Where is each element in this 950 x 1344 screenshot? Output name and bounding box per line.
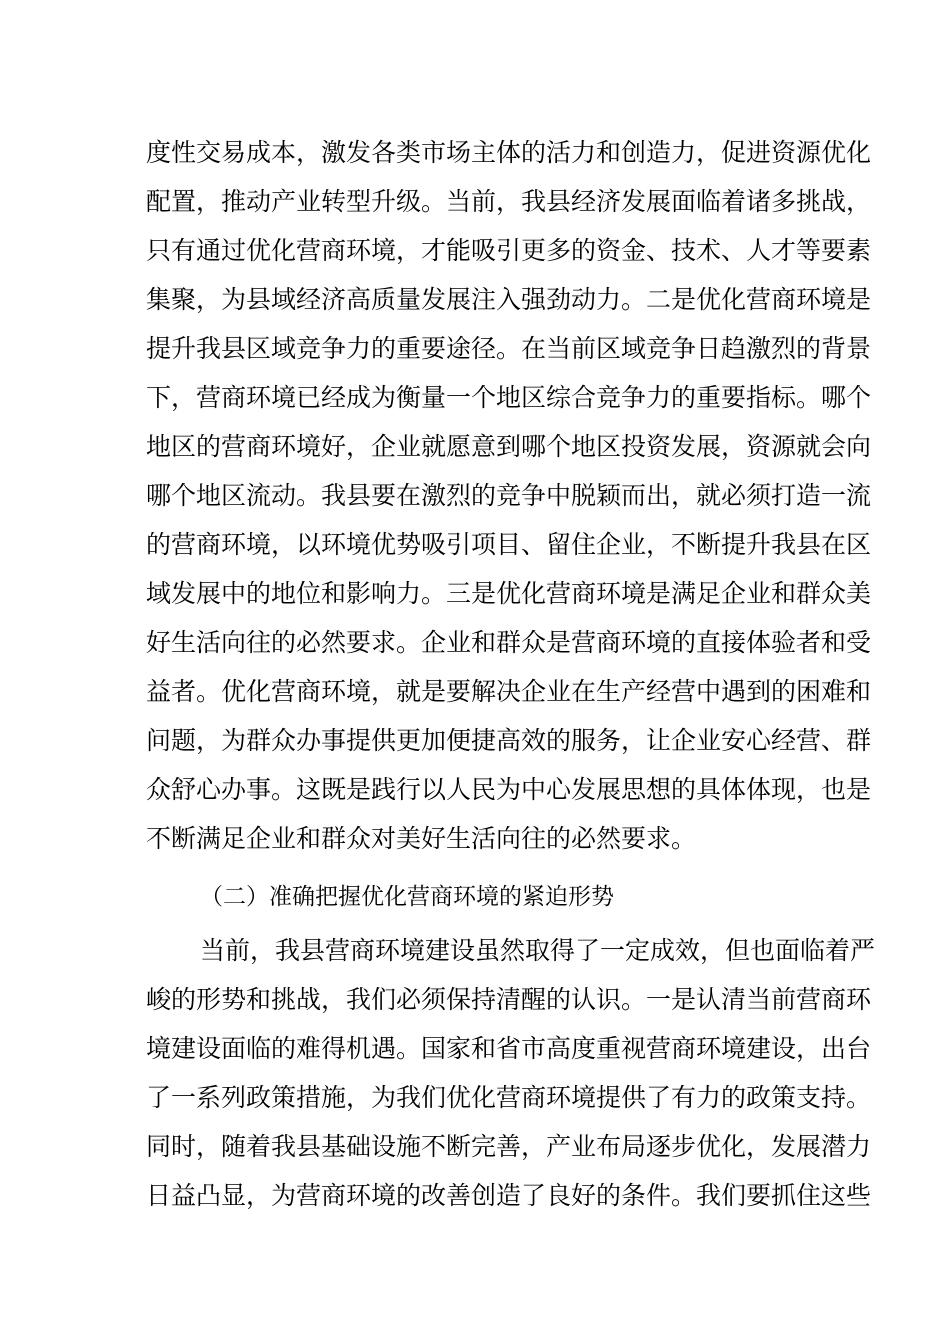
paragraph-line: 度性交易成本，激发各类市场主体的活力和创造力，促进资源优化 <box>146 138 872 167</box>
paragraph-line: 只有通过优化营商环境，才能吸引更多的资金、技术、人才等要素 <box>146 236 872 265</box>
paragraph-line: 下，营商环境已经成为衡量一个地区综合竞争力的重要指标。哪个 <box>146 383 872 412</box>
paragraph-line: 域发展中的地位和影响力。三是优化营商环境是满足企业和群众美 <box>146 579 872 608</box>
paragraph-line: 了一系列政策措施，为我们优化营商环境提供了有力的政策支持。 <box>146 1083 872 1112</box>
paragraph-line: 日益凸显，为营商环境的改善创造了良好的条件。我们要抓住这些 <box>146 1181 872 1210</box>
paragraph-line: 益者。优化营商环境，就是要解决企业在生产经营中遇到的困难和 <box>146 677 872 706</box>
paragraph-line: 问题，为群众办事提供更加便捷高效的服务，让企业安心经营、群 <box>146 726 872 755</box>
paragraph-line: 的营商环境，以环境优势吸引项目、留住企业，不断提升我县在区 <box>146 530 872 559</box>
paragraph-line: 哪个地区流动。我县要在激烈的竞争中脱颖而出，就必须打造一流 <box>146 481 872 510</box>
paragraph-line: 配置，推动产业转型升级。当前，我县经济发展面临着诸多挑战， <box>146 187 872 216</box>
paragraph-line: 不断满足企业和群众对美好生活向往的必然要求。 <box>146 824 697 853</box>
paragraph-line: 境建设面临的难得机遇。国家和省市高度重视营商环境建设，出台 <box>146 1034 872 1063</box>
paragraph-line: 峻的形势和挑战，我们必须保持清醒的认识。一是认清当前营商环 <box>146 985 872 1014</box>
section-heading: （二）准确把握优化营商环境的紧迫形势 <box>200 884 614 910</box>
paragraph-line: 地区的营商环境好，企业就愿意到哪个地区投资发展，资源就会向 <box>146 432 872 461</box>
paragraph-line: 众舒心办事。这既是践行以人民为中心发展思想的具体体现，也是 <box>146 775 872 804</box>
paragraph-line: 好生活向往的必然要求。企业和群众是营商环境的直接体验者和受 <box>146 628 872 657</box>
paragraph-line: 提升我县区域竞争力的重要途径。在当前区域竞争日趋激烈的背景 <box>146 334 872 363</box>
paragraph-line: 同时，随着我县基础设施不断完善，产业布局逐步优化，发展潜力 <box>146 1132 872 1161</box>
paragraph-line: 集聚，为县域经济高质量发展注入强劲动力。二是优化营商环境是 <box>146 285 872 314</box>
paragraph-line: 当前，我县营商环境建设虽然取得了一定成效，但也面临着严 <box>200 936 876 965</box>
